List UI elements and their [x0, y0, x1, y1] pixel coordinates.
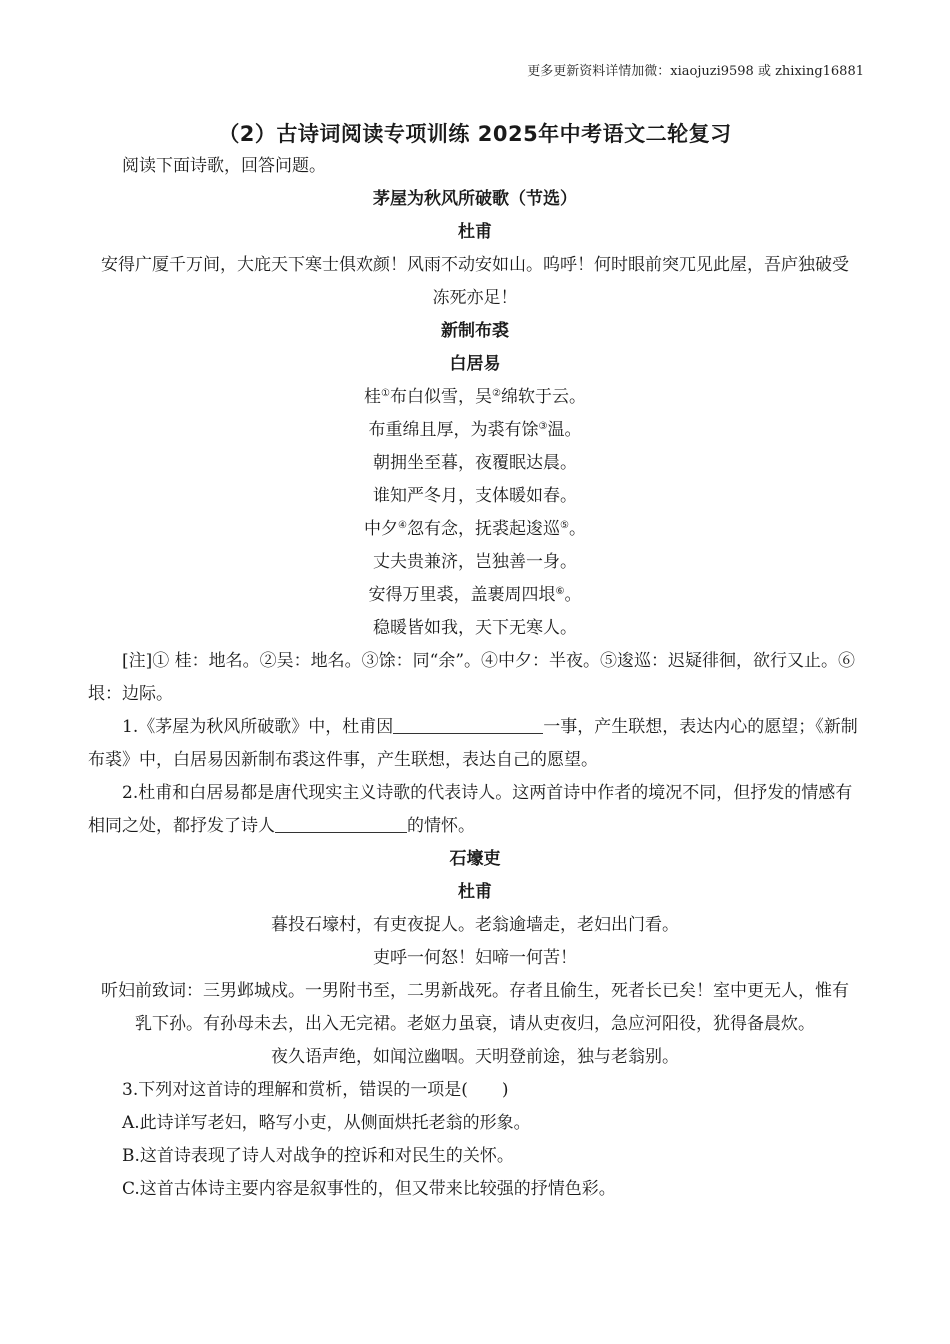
answer-blank[interactable]: [393, 713, 543, 734]
poem2-line: 谁知严冬月，支体暖如春。: [373, 486, 577, 506]
poem2-line: 稳暖皆如我，天下无寒人。: [373, 618, 577, 638]
poem2-author: 白居易: [449, 354, 501, 374]
page-title: （2）古诗词阅读专项训练 2025年中考语文二轮复习: [218, 122, 732, 146]
poem1-text: 安得广厦千万间，大庇天下寒士俱欢颜！风雨不动安如山。呜呼！何时眼前突兀见此屋，吾庐独破受冻死亦足！: [101, 255, 849, 308]
option-a[interactable]: A.此诗详写老妇，略写小吏，从侧面烘托老翁的形象。: [122, 1113, 531, 1133]
option-b[interactable]: B.这首诗表现了诗人对战争的控诉和对民生的关怀。: [122, 1146, 514, 1166]
poem1-title: 茅屋为秋风所破歌（节选）: [373, 189, 577, 209]
poem2-line: 安得万里裘，盖裹周四垠⑥。: [368, 585, 582, 605]
option-c[interactable]: C.这首古体诗主要内容是叙事性的，但又带来比较强的抒情色彩。: [122, 1179, 616, 1199]
header-contact-note: 更多更新资料详情加微：xiaojuzi9598 或 zhixing16881: [527, 64, 864, 79]
poem2-title: 新制布裘: [441, 321, 509, 341]
poem3-line: 吏呼一何怒！妇啼一何苦！: [373, 948, 577, 968]
instruction-text: 阅读下面诗歌，回答问题。: [122, 156, 326, 176]
poem2-line: 桂①布白似雪，吴②绵软于云。: [364, 387, 586, 407]
poem2-annotation: [注]① 桂：地名。②吴：地名。③馀：同“余”。④中夕：半夜。⑤逡巡：迟疑徘徊，欲行又止。⑥垠：边际。: [88, 651, 856, 704]
poem2-line: 中夕④忽有念，抚裘起逡巡⑤。: [364, 519, 586, 539]
poem3-title: 石壕吏: [449, 849, 501, 869]
question-3-stem: 3.下列对这首诗的理解和赏析，错误的一项是( ): [122, 1080, 509, 1100]
answer-blank[interactable]: [275, 812, 407, 833]
poem2-line: 丈夫贵兼济，岂独善一身。: [373, 552, 577, 572]
question-2: 2.杜甫和白居易都是唐代现实主义诗歌的代表诗人。这两首诗中作者的境况不同，但抒发的情感有相同之处，都抒发了诗人 的情怀。: [88, 783, 853, 836]
document-body: [88, 150, 862, 1206]
poem2-line: 布重绵且厚，为裘有馀③温。: [368, 420, 582, 440]
poem2-line: 朝拥坐至暮，夜覆眠达晨。: [373, 453, 577, 473]
poem3-author: 杜甫: [458, 882, 492, 902]
poem1-author: 杜甫: [458, 222, 492, 242]
poem3-line: 听妇前致词：三男邺城戍。一男附书至，二男新战死。存者且偷生，死者长已矣！室中更无人，惟有乳下孙。有孙母未去，出入无完裙。老妪力虽衰，请从吏夜归，急应河阳役，犹得备晨炊。: [101, 981, 849, 1034]
poem3-line: 暮投石壕村，有吏夜捉人。老翁逾墙走，老妇出门看。: [271, 915, 679, 935]
question-1: 1.《茅屋为秋风所破歌》中，杜甫因 一事，产生联想，表达内心的愿望；《新制布裘》中，白居易因新制布裘这件事，产生联想，表达自己的愿望。: [88, 711, 862, 777]
poem3-line: 夜久语声绝，如闻泣幽咽。天明登前途，独与老翁别。: [271, 1047, 679, 1067]
